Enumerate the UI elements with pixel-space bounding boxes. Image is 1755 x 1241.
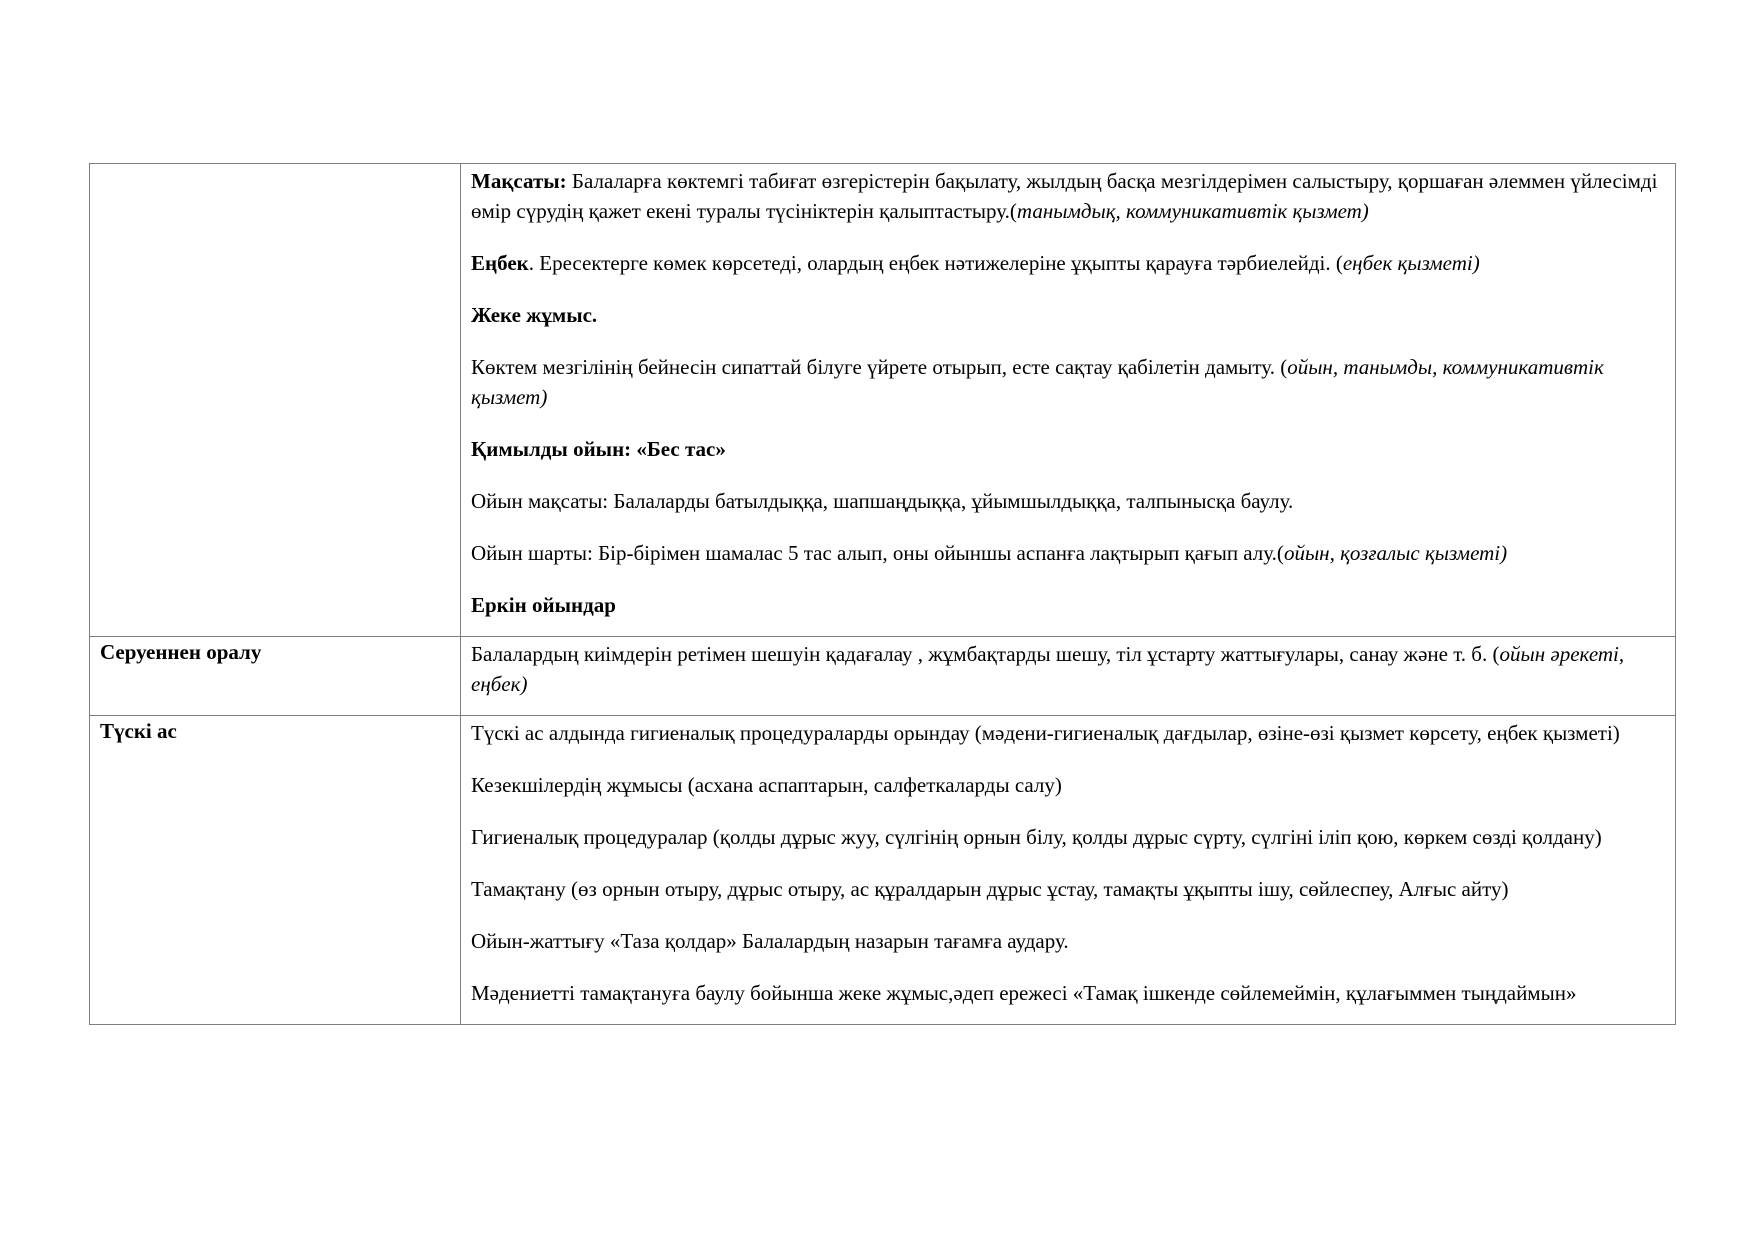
content-paragraph	[471, 352, 1665, 412]
walk-activities-row	[90, 164, 1676, 637]
paragraph-text: . Ересектерге көмек көрсетеді, олардың еңбек нәтижелеріне ұқыпты қарауға тәрбиелейді. (	[528, 251, 1343, 275]
paragraph-text: Балаларға көктемгі табиғат өзгерістерін бақылату, жылдың басқа мезгілдерімен салыстыру, қоршаған әлеммен үйлесімді өмір сүрудің қажет екені туралы түсініктерін қалыптастыру.(	[471, 169, 1658, 223]
paragraph-text: Балалардың киімдерін ретімен шешуін қадағалау , жұмбақтарды шешу, тіл ұстарту жаттығулары, санау және т. б. (	[471, 642, 1500, 666]
paragraph-text: Гигиеналық процедуралар (қолды дұрыс жуу, сүлгінің орнын білу, қолды дұрыс сүрту, сүлгіні іліп қою, көркем сөзді қолдану)	[471, 825, 1602, 849]
paragraph-bold-text: Еңбек	[471, 251, 529, 275]
paragraph-italic-text: ойын әрекеті, еңбек)	[471, 642, 1625, 696]
paragraph-bold-text: Қимылды ойын: «Бес тас»	[471, 437, 726, 461]
row-label-cell	[90, 164, 461, 637]
content-paragraph	[471, 248, 1665, 278]
return-from-walk-row	[90, 637, 1676, 716]
row-content-cell	[461, 637, 1676, 716]
paragraph-text: Кезекшілердің жұмысы (асхана аспаптарын, салфеткаларды салу)	[471, 773, 1062, 797]
lunch-row	[90, 716, 1676, 1025]
paragraph-text: Мәдениетті тамақтануға баулу бойынша жеке жұмыс,әдеп ережесі «Тамақ ішкенде сөйлемеймін, құлағыммен тыңдаймын»	[471, 981, 1577, 1005]
plan-table-body	[90, 164, 1676, 1025]
paragraph-bold-text: Жеке жұмыс.	[471, 303, 598, 327]
content-paragraph	[471, 166, 1665, 226]
row-label-cell	[90, 716, 461, 1025]
paragraph-bold-text: Мақсаты:	[471, 169, 567, 193]
paragraph-text: Түскі ас алдында гигиеналық процедураларды орындау (мәдени-гигиеналық дағдылар, өзіне-өзі қызмет көрсету, еңбек қызметі)	[471, 721, 1620, 745]
paragraph-italic-text: ойын, танымды, коммуникативтік қызмет)	[471, 355, 1604, 409]
content-paragraph	[471, 538, 1665, 568]
daily-plan-table	[89, 163, 1676, 1025]
paragraph-text: Ойын-жаттығу «Таза қолдар» Балалардың назарын тағамға аудару.	[471, 929, 1069, 953]
paragraph-italic-text: ойын, қозғалыс қызметі)	[1283, 541, 1508, 565]
content-paragraph	[471, 926, 1665, 956]
content-paragraph	[471, 300, 1665, 330]
content-paragraph	[471, 590, 1665, 620]
paragraph-text: Тамақтану (өз орнын отыру, дұрыс отыру, ас құралдарын дұрыс ұстау, тамақты ұқыпты ішу, сөйлеспеу, Алғыс айту)	[471, 877, 1509, 901]
content-paragraph	[471, 874, 1665, 904]
content-paragraph	[471, 718, 1665, 748]
paragraph-italic-text: еңбек қызметі)	[1342, 251, 1480, 275]
paragraph-text: Ойын мақсаты: Балаларды батылдыққа, шапшаңдыққа, ұйымшылдыққа, талпынысқа баулу.	[471, 489, 1294, 513]
row-label-cell	[90, 637, 461, 716]
content-paragraph	[471, 822, 1665, 852]
paragraph-bold-text: Еркін ойындар	[471, 593, 616, 617]
content-paragraph	[471, 486, 1665, 516]
content-paragraph	[471, 434, 1665, 464]
row-content-cell	[461, 716, 1676, 1025]
row-content-cell	[461, 164, 1676, 637]
content-paragraph	[471, 770, 1665, 800]
paragraph-italic-text: танымдық, коммуникативтік қызмет)	[1016, 199, 1369, 223]
paragraph-text: Көктем мезгілінің бейнесін сипаттай білуге үйрете отырып, есте сақтау қабілетін дамыту. (	[471, 355, 1288, 379]
row-label: Серуеннен оралу	[100, 640, 262, 664]
content-paragraph	[471, 978, 1665, 1008]
paragraph-text: Ойын шарты: Бір-бірімен шамалас 5 тас алып, оны ойыншы аспанға лақтырып қағып алу.(	[471, 541, 1284, 565]
content-paragraph	[471, 639, 1665, 699]
row-label: Түскі ас	[100, 719, 177, 743]
